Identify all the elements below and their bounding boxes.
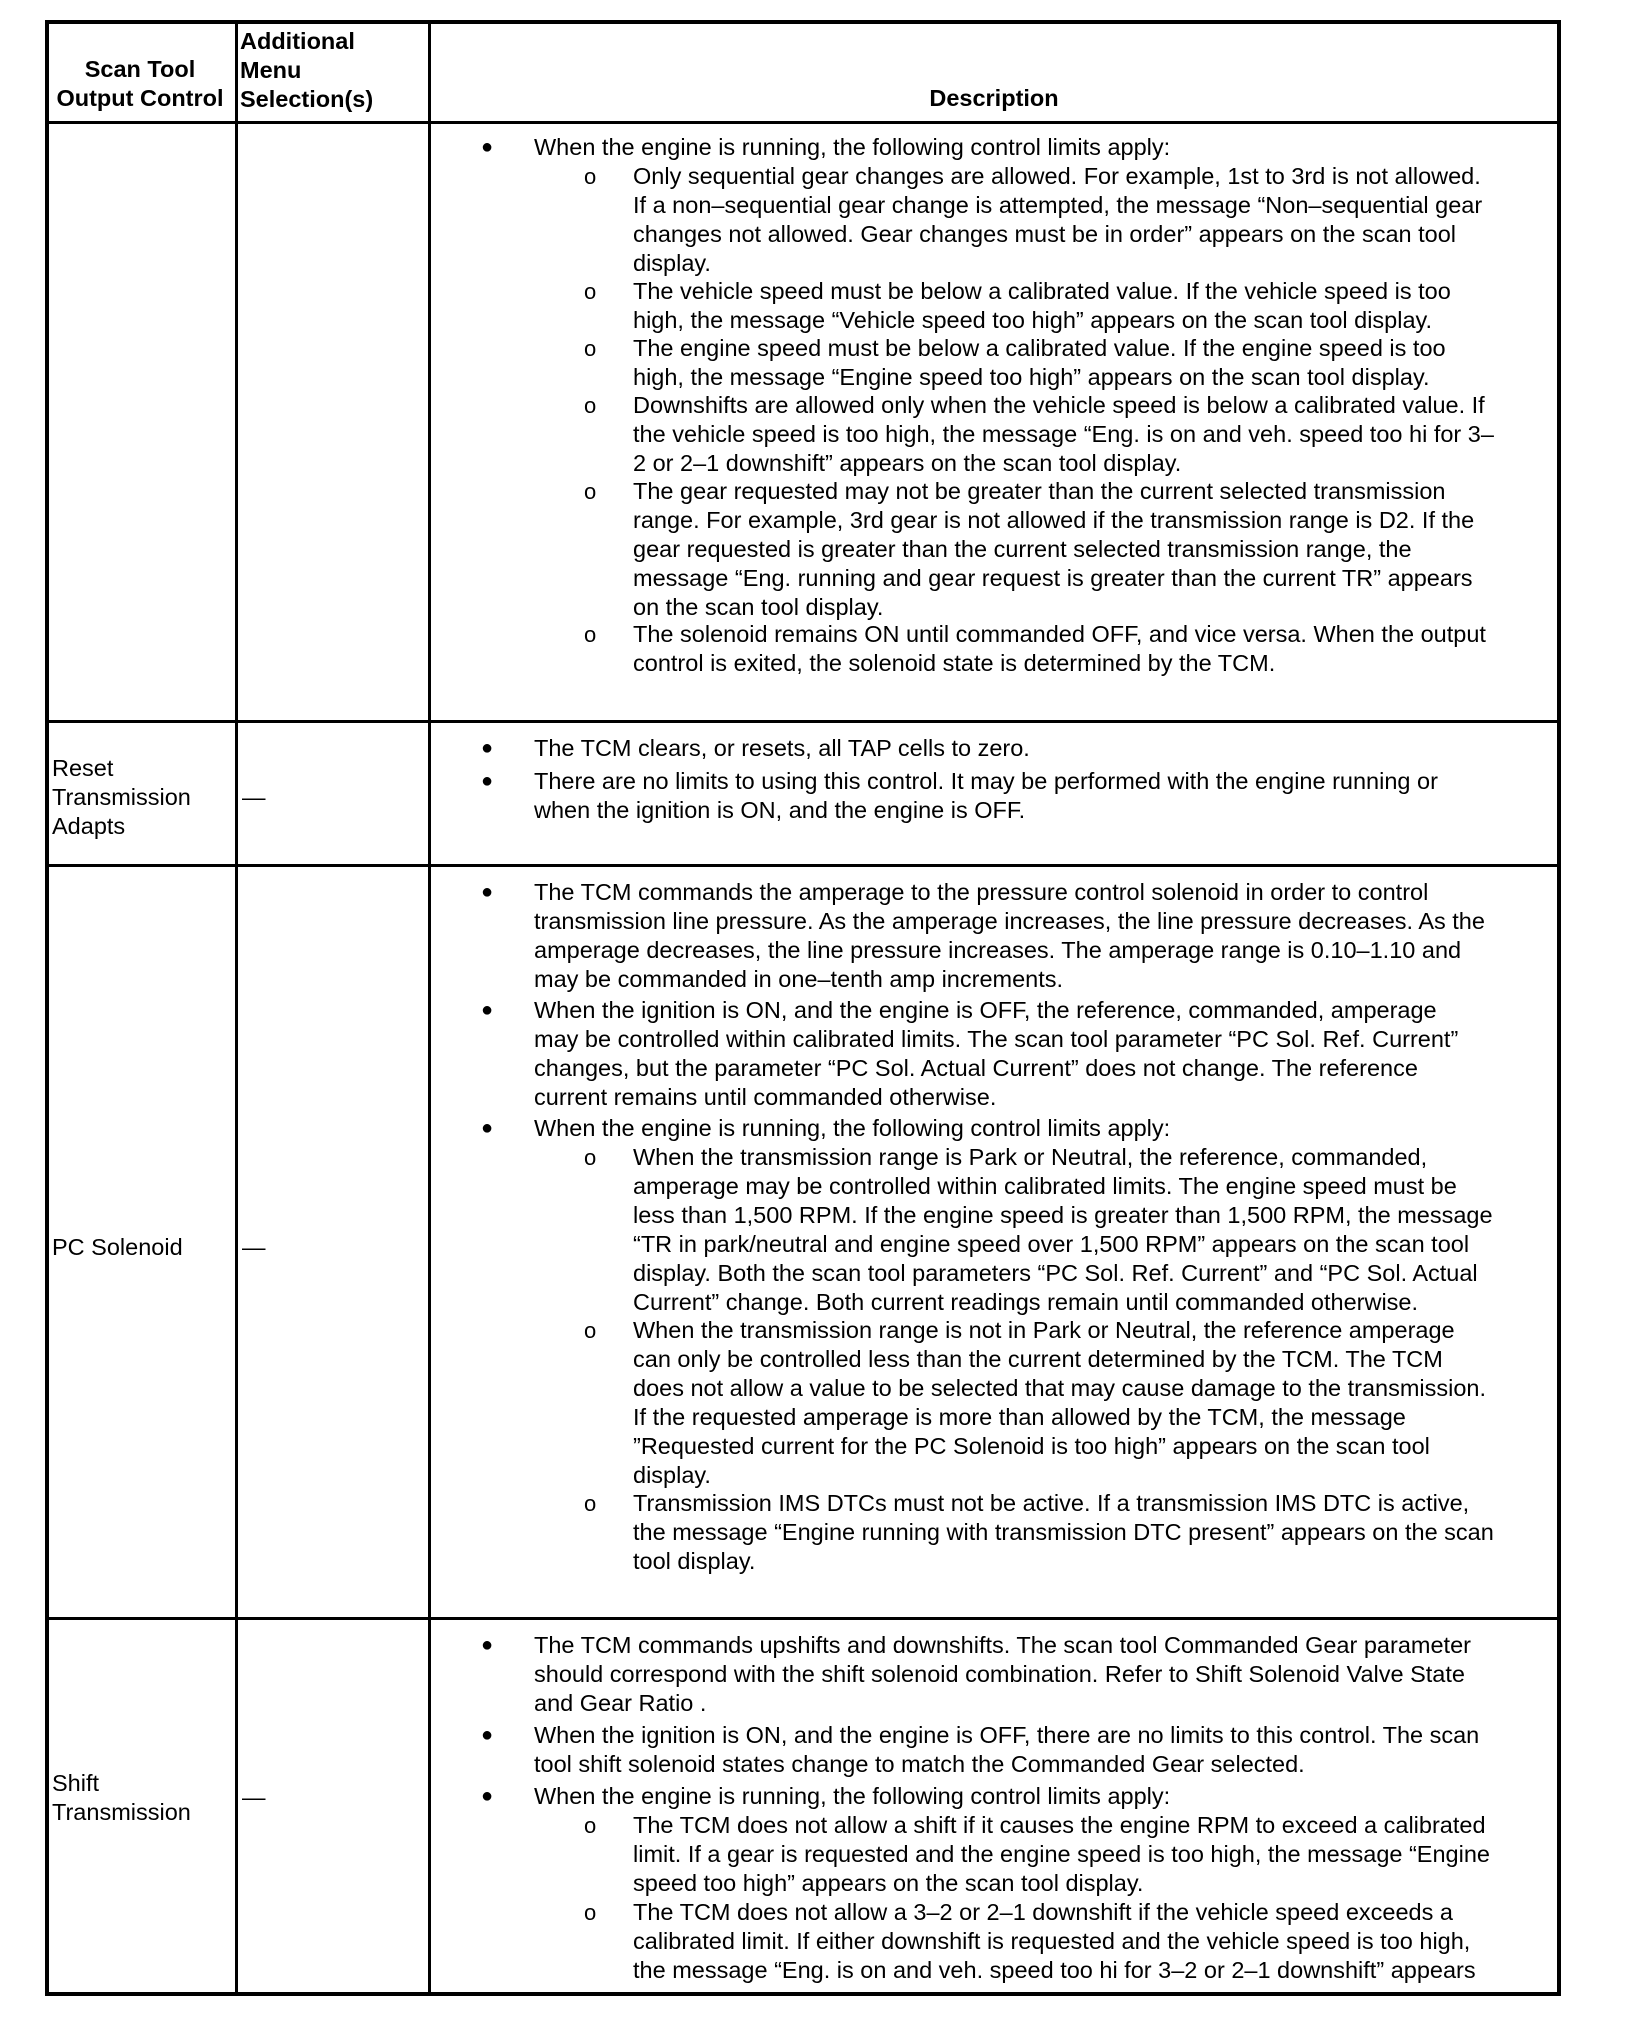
bullet-icon: ● [481,737,494,759]
bullet-icon: ● [481,1634,494,1656]
row-name-shift-transmission: Shift Transmission [52,1770,191,1825]
row-name-pc-solenoid: PC Solenoid [52,1234,183,1260]
row1-bullet-text: When the engine is running, the following control limits apply: [534,134,1171,160]
menu-selection-dash: — [242,1234,266,1260]
row4-bullet-text: When the ignition is ON, and the engine is OFF, there are no limits to this control. The scan tool shift solenoid states change to match the Commanded Gear selected. [534,1722,1480,1777]
row-divider-1 [49,720,1557,723]
sub-bullet-icon: o [584,1813,597,1838]
header-col2-line: Additional [240,28,355,54]
header-col1-line: Scan Tool [84,56,196,82]
sub-bullet-icon: o [584,336,597,361]
row4-bullet-text: When the engine is running, the following control limits apply: [534,1783,1171,1809]
row3-bullet-text: The TCM commands the amperage to the pressure control solenoid in order to control transmission line pressure. As the amperage increases, the line pressure decreases. As the amperage decreases, the line pressure increases. The amperage range is 0.10–1.10 and may be commanded in one–tenth amp increments. [534,879,1485,992]
sub-bullet-icon: o [584,279,597,304]
row1-sub-text: The gear requested may not be greater than the current selected transmission range. For example, 3rd gear is not allowed if the transmission range is D2. If the gear requested is greater than the current selected transmission range, the message “Eng. running and gear request is greater than the current TR” appears on the scan tool display. [633,478,1475,620]
sub-bullet-icon: o [584,1491,597,1516]
bullet-icon: ● [481,1117,494,1139]
header-col1-line: Output Control [56,85,224,111]
row3-sub-text: When the transmission range is not in Park or Neutral, the reference amperage can only be controlled less than the current determined by the TCM. The TCM does not allow a value to be selected that may cause damage to the transmission. If the requested amperage is more than allowed by the TCM, the message ”Requested current for the PC Solenoid is too high” appears on the scan tool display. [633,1317,1487,1488]
row1-sub-text: Only sequential gear changes are allowed. For example, 1st to 3rd is not allowed. If a non–sequential gear change is attempted, the message “Non–sequential gear changes not allowed. Gear changes must be in order” appears on the scan tool display. [633,163,1483,276]
column-divider-2 [428,24,431,1992]
sub-bullet-icon: o [584,1318,597,1343]
row4-sub-text: The TCM does not allow a shift if it causes the engine RPM to exceed a calibrated limit. If a gear is requested and the engine speed is too high, the message “Engine speed too high” appears on the scan tool display. [633,1812,1490,1896]
row-divider-2 [49,864,1557,867]
sub-bullet-icon: o [584,1145,597,1170]
bullet-icon: ● [481,136,494,158]
row-divider-3 [49,1617,1557,1620]
row3-sub-text: When the transmission range is Park or Neutral, the reference, commanded, amperage may be controlled within calibrated limits. The engine speed must be less than 1,500 RPM. If the engine speed is greater than 1,500 RPM, the message “TR in park/neutral and engine speed over 1,500 RPM” appears on the scan tool display. Both the scan tool parameters “PC Sol. Ref. Current” and “PC Sol. Actual Current” change. Both current readings remain until commanded otherwise. [633,1144,1493,1315]
row1-sub-text: The solenoid remains ON until commanded OFF, and vice versa. When the output control is exited, the solenoid state is determined by the TCM. [633,621,1486,676]
row3-sub-text: Transmission IMS DTCs must not be active. If a transmission IMS DTC is active, the message “Engine running with transmission DTC present” appears on the scan tool display. [633,1490,1494,1574]
header-description: Description [929,85,1059,111]
menu-selection-dash: — [242,1784,266,1810]
menu-selection-dash: — [242,784,266,810]
row4-sub-text: The TCM does not allow a 3–2 or 2–1 downshift if the vehicle speed exceeds a calibrated limit. If either downshift is requested and the vehicle speed is too high, the message “Eng. is on and veh. speed too hi for 3–2 or 2–1 downshift” appears [633,1899,1476,1983]
row4-bullet-text: The TCM commands upshifts and downshifts. The scan tool Commanded Gear parameter should correspond with the shift solenoid combination. Refer to Shift Solenoid Valve State and Gear Ratio . [534,1632,1471,1716]
bullet-icon: ● [481,770,494,792]
bullet-icon: ● [481,881,494,903]
row1-sub-text: The vehicle speed must be below a calibrated value. If the vehicle speed is too high, the message “Vehicle speed too high” appears on the scan tool display. [633,278,1451,333]
header-divider [49,121,1557,124]
sub-bullet-icon: o [584,479,597,504]
header-additional-menu-selections [240,27,373,114]
row1-sub-text: The engine speed must be below a calibrated value. If the engine speed is too high, the message “Engine speed too high” appears on the scan tool display. [633,335,1446,390]
bullet-icon: ● [481,1785,494,1807]
sub-bullet-icon: o [584,164,597,189]
row3-bullet-text: When the engine is running, the following control limits apply: [534,1115,1171,1141]
header-scan-tool-output-control [49,55,231,113]
row-name-reset-transmission-adapts: Reset Transmission Adapts [52,755,191,839]
row2-bullet-text: There are no limits to using this control. It may be performed with the engine running or when the ignition is ON, and the engine is OFF. [534,768,1438,823]
bullet-icon: ● [481,1724,494,1746]
column-divider-1 [235,24,238,1992]
row2-bullet-text: The TCM clears, or resets, all TAP cells to zero. [534,735,1030,761]
bullet-icon: ● [481,999,494,1021]
row3-bullet-text: When the ignition is ON, and the engine is OFF, the reference, commanded, amperage may be controlled within calibrated limits. The scan tool parameter “PC Sol. Ref. Current” changes, but the parameter “PC Sol. Actual Current” does not change. The reference current remains until commanded otherwise. [534,997,1459,1110]
sub-bullet-icon: o [584,622,597,647]
sub-bullet-icon: o [584,1900,597,1925]
header-col2-line: Menu [240,57,302,83]
row1-sub-text: Downshifts are allowed only when the vehicle speed is below a calibrated value. If the vehicle speed is too high, the message “Eng. is on and veh. speed too hi for 3– 2 or 2–1 downshift” appears on the scan tool display. [633,392,1494,476]
header-col2-line: Selection(s) [240,86,374,112]
sub-bullet-icon: o [584,393,597,418]
